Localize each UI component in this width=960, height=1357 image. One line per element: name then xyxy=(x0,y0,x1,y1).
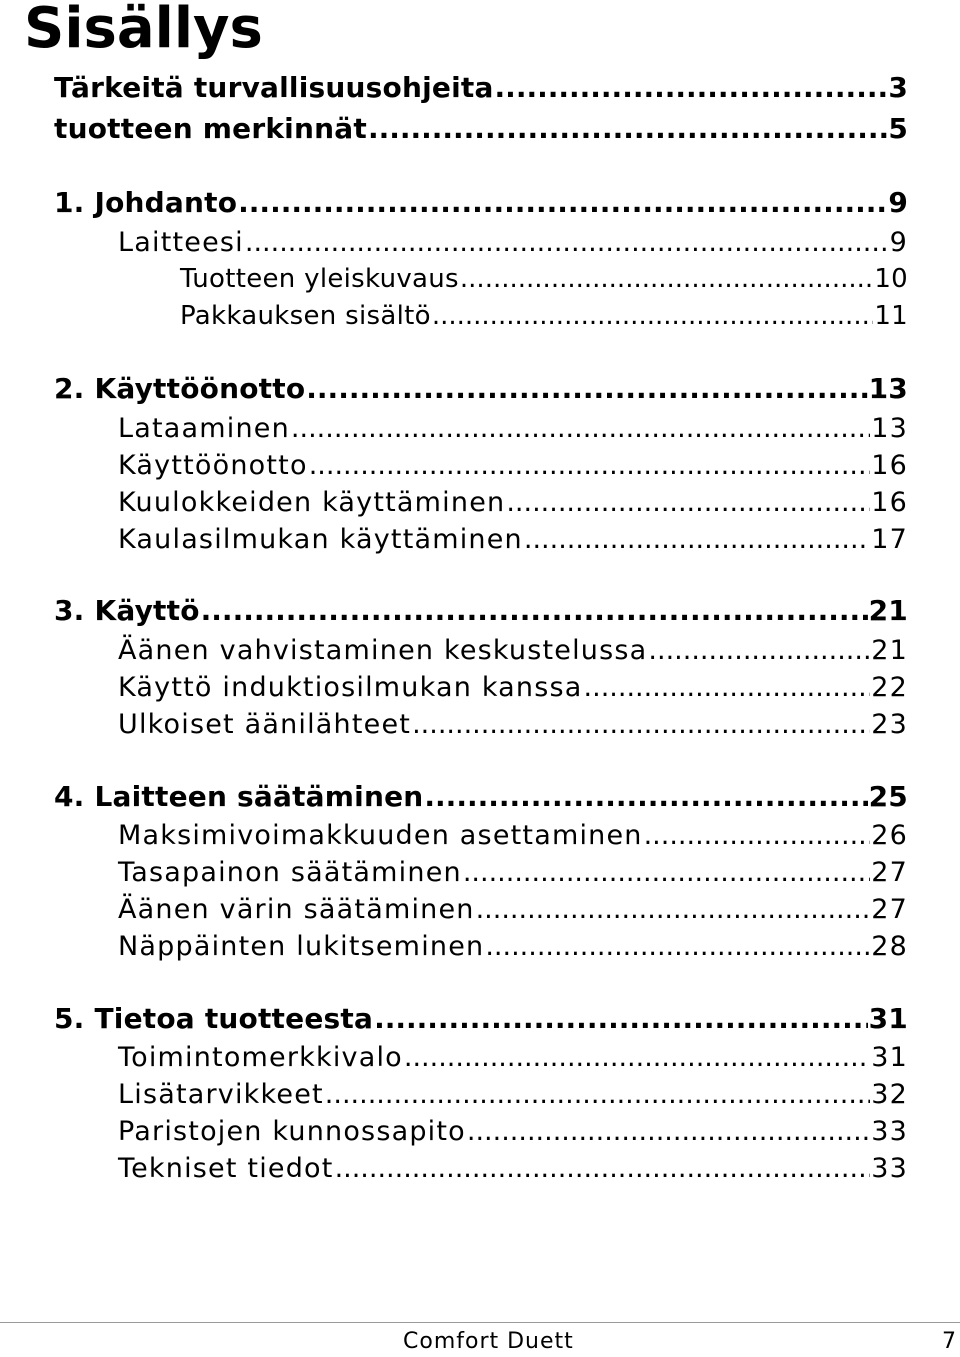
toc-entry[interactable] xyxy=(118,410,908,447)
toc-entry-page: 26 xyxy=(871,820,908,851)
toc-entry-label: Lisätarvikkeet xyxy=(118,1079,324,1110)
toc-entry-page: 9 xyxy=(888,186,908,219)
toc-entry-label: Äänen vahvistaminen keskustelussa xyxy=(118,635,648,666)
toc-entry-page: 25 xyxy=(868,780,908,813)
toc-entry-page: 32 xyxy=(871,1079,908,1110)
toc-leader-dots xyxy=(460,261,873,298)
toc-entry-page: 16 xyxy=(871,450,908,481)
toc-entry-label: Äänen värin säätäminen xyxy=(118,894,475,925)
toc-entry[interactable] xyxy=(54,369,908,409)
toc-leader-dots xyxy=(648,632,870,669)
toc-entry[interactable] xyxy=(118,706,908,743)
toc-leader-dots xyxy=(467,1113,870,1150)
toc-entry-page: 27 xyxy=(871,894,908,925)
toc-entry-page: 17 xyxy=(871,524,908,555)
toc-entry-page: 21 xyxy=(868,594,908,627)
footer-product-name: Comfort Duett xyxy=(403,1329,574,1354)
toc-entry-page: 31 xyxy=(871,1042,908,1073)
toc-entry-page: 23 xyxy=(871,709,908,740)
toc-leader-dots xyxy=(584,669,871,706)
toc-entry-page: 3 xyxy=(888,71,908,104)
toc-entry-label: Tuotteen yleiskuvaus xyxy=(180,264,459,294)
toc-leader-dots xyxy=(432,298,873,335)
toc-entry[interactable] xyxy=(180,261,908,298)
toc-entry-label: Käyttö induktiosilmukan kanssa xyxy=(118,672,583,703)
toc-entry-label: Lataaminen xyxy=(118,413,290,444)
toc-entry[interactable] xyxy=(118,817,908,854)
toc-leader-dots xyxy=(325,1076,870,1113)
toc-entry[interactable] xyxy=(54,591,908,631)
toc-entry[interactable] xyxy=(118,1150,908,1187)
toc-entry-label: 5. Tietoa tuotteesta xyxy=(54,1002,374,1035)
toc-entry-page: 33 xyxy=(871,1153,908,1184)
toc-leader-dots xyxy=(238,183,887,223)
toc-leader-dots xyxy=(309,447,871,484)
toc-entry[interactable] xyxy=(54,777,908,817)
toc-leader-dots xyxy=(291,410,870,447)
toc-leader-dots xyxy=(485,928,870,965)
toc-entry-label: Kaulasilmukan käyttäminen xyxy=(118,524,523,555)
toc-entry-label: Pakkauksen sisältö xyxy=(180,301,431,331)
toc-entry-page: 28 xyxy=(871,931,908,962)
toc-leader-dots xyxy=(368,109,887,149)
toc-entry[interactable] xyxy=(54,183,908,223)
toc-entry-label: 2. Käyttöönotto xyxy=(54,372,306,405)
toc-entry-page: 13 xyxy=(868,372,908,405)
toc-entry[interactable] xyxy=(118,928,908,965)
toc-entry-page: 27 xyxy=(871,857,908,888)
toc-entry[interactable] xyxy=(118,447,908,484)
toc-entry[interactable] xyxy=(118,1039,908,1076)
toc-entry-label: Näppäinten lukitseminen xyxy=(118,931,485,962)
toc-leader-dots xyxy=(476,891,871,928)
toc-leader-dots xyxy=(412,706,870,743)
toc-entry-label: Käyttöönotto xyxy=(118,450,308,481)
toc-entry-label: Tasapainon säätäminen xyxy=(118,857,462,888)
toc-leader-dots xyxy=(495,68,888,108)
toc-entry-label: Paristojen kunnossapito xyxy=(118,1116,466,1147)
toc-leader-dots xyxy=(424,777,867,817)
footer-page-number: 7 xyxy=(942,1329,956,1354)
toc-entry-label: Laitteesi xyxy=(118,227,244,258)
toc-entry-label: tuotteen merkinnät xyxy=(54,112,367,145)
toc-leader-dots xyxy=(335,1150,871,1187)
toc-entry-page: 21 xyxy=(871,635,908,666)
toc-entry-page: 10 xyxy=(874,264,908,294)
page-title: Sisällys xyxy=(24,0,263,61)
toc-entry-label: Kuulokkeiden käyttäminen xyxy=(118,487,506,518)
toc-leader-dots xyxy=(201,591,868,631)
toc-entry-page: 22 xyxy=(871,672,908,703)
toc-entry[interactable] xyxy=(118,224,908,261)
toc-entry-label: 1. Johdanto xyxy=(54,186,238,219)
toc-leader-dots xyxy=(306,369,867,409)
toc-entry[interactable] xyxy=(54,109,908,149)
toc-entry[interactable] xyxy=(54,999,908,1039)
toc-entry-label: Tärkeitä turvallisuusohjeita xyxy=(54,71,494,104)
toc-entry[interactable] xyxy=(180,298,908,335)
toc-entry-page: 11 xyxy=(874,301,908,331)
toc-entry[interactable] xyxy=(118,1076,908,1113)
toc-entry-label: Maksimivoimakkuuden asettaminen xyxy=(118,820,643,851)
toc-entry-label: 4. Laitteen säätäminen xyxy=(54,780,424,813)
toc-leader-dots xyxy=(524,521,870,558)
toc-entry-page: 5 xyxy=(888,112,908,145)
toc-entry-page: 9 xyxy=(889,227,908,258)
toc-entry-page: 16 xyxy=(871,487,908,518)
toc-entry[interactable] xyxy=(118,1113,908,1150)
toc-entry[interactable] xyxy=(118,632,908,669)
toc-entry-page: 31 xyxy=(868,1002,908,1035)
toc-entry[interactable] xyxy=(118,891,908,928)
toc-leader-dots xyxy=(506,484,870,521)
footer-divider xyxy=(0,1322,960,1323)
toc-entry[interactable] xyxy=(118,521,908,558)
toc-entry-label: Ulkoiset äänilähteet xyxy=(118,709,412,740)
toc-entry[interactable] xyxy=(54,68,908,108)
toc-entry-page: 33 xyxy=(871,1116,908,1147)
toc-entry-label: Tekniset tiedot xyxy=(118,1153,334,1184)
toc-leader-dots xyxy=(404,1039,870,1076)
toc-entry[interactable] xyxy=(118,854,908,891)
toc-entry[interactable] xyxy=(118,669,908,706)
toc-leader-dots xyxy=(644,817,871,854)
toc-leader-dots xyxy=(374,999,868,1039)
toc-entry-label: Toimintomerkkivalo xyxy=(118,1042,403,1073)
toc-entry[interactable] xyxy=(118,484,908,521)
toc-entry-label: 3. Käyttö xyxy=(54,594,200,627)
toc-entry-page: 13 xyxy=(871,413,908,444)
toc-leader-dots xyxy=(463,854,870,891)
toc-leader-dots xyxy=(245,224,889,261)
